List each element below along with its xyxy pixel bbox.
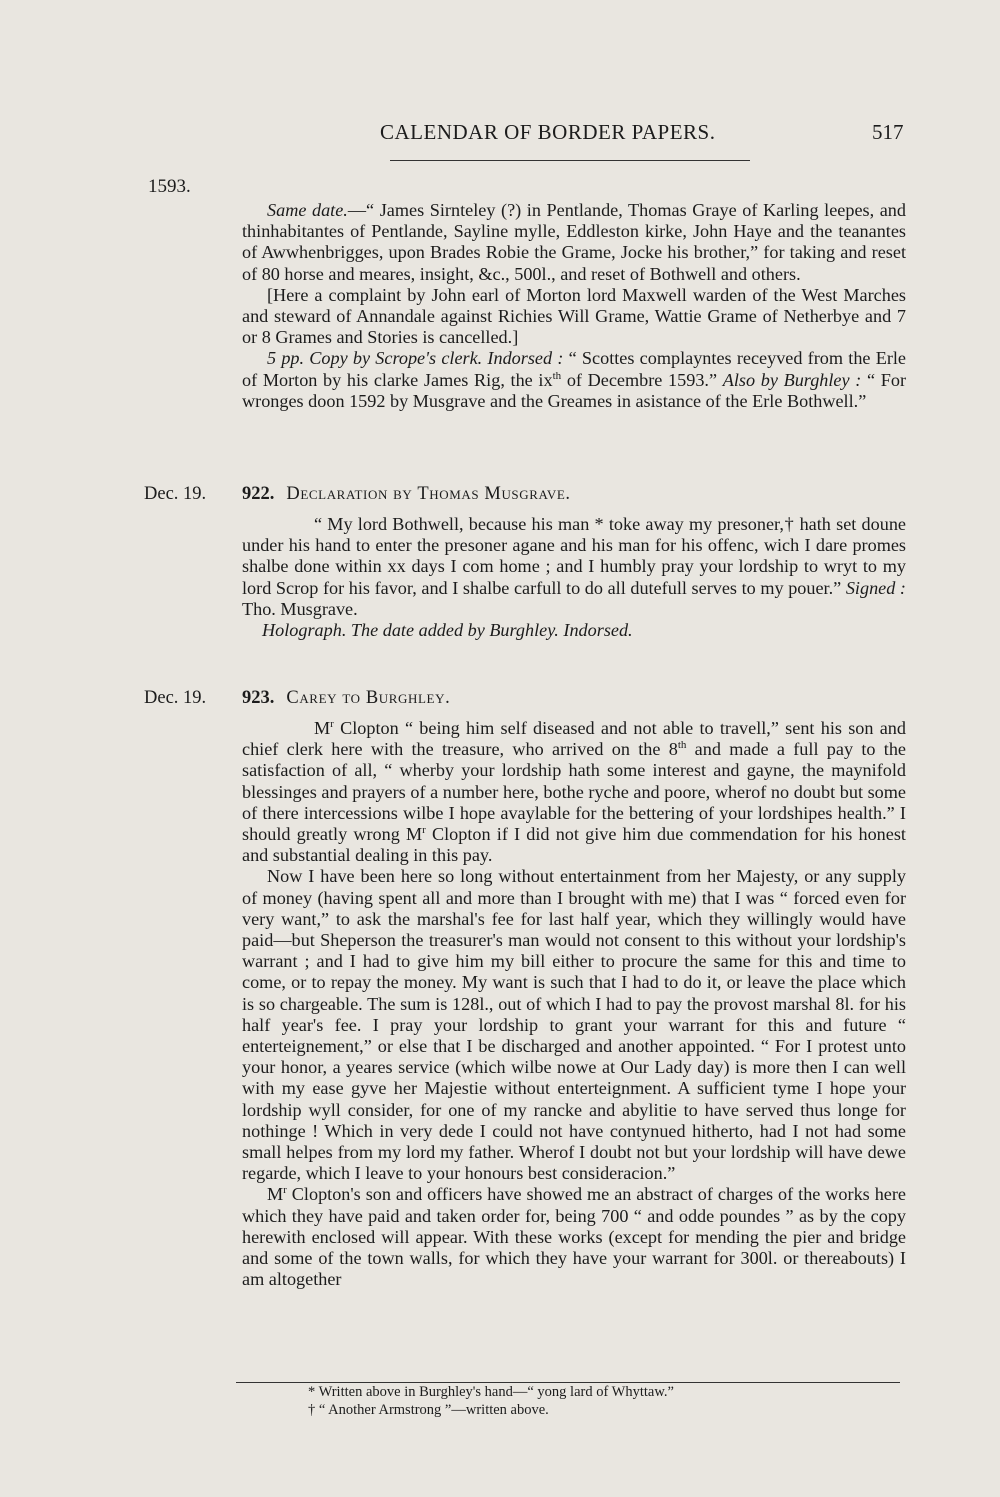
superscript-r-3: r — [283, 1184, 287, 1197]
entry-922-date: Dec. 19. — [144, 484, 207, 504]
entry-923-date: Dec. 19. — [144, 688, 207, 708]
superscript-th-2: th — [677, 739, 687, 752]
entry-922-paragraph-2 — [242, 620, 906, 641]
superscript-th: th — [552, 369, 562, 382]
entry-923-paragraph-1 — [242, 718, 906, 866]
same-date-lead: Same date. — [267, 200, 348, 220]
entry-922-heading — [242, 484, 571, 505]
entry-922-number: 922. — [242, 484, 275, 504]
running-title: CALENDAR OF BORDER PAPERS. — [380, 120, 716, 144]
entry-923-text-a: M — [314, 718, 331, 738]
entry-prev-text-1: —“ James Sirnteley (?) in Pentlande, Thomas Graye of Karling leepes, and thinhabitantes of Pentlande, Sayline mylle, Eddleston kirke, John Haye and the teanantes of Awwhenbrigges, upon Brades Robie the Grame, Jocke his brother,” for taking and reset of 80 horse and meares, insight, &c., 500l., and reset of Bothwell and others. — [242, 200, 906, 284]
entry-923-paragraph-3 — [242, 1184, 906, 1290]
entry-prev-paragraph-2: [Here a complaint by John earl of Morton lord Maxwell warden of the West Marches and steward of Annandale against Richies Will Grame, Wattie Grame of Netherbye and 7 or 8 Grames and Stories is cancelled.] — [242, 284, 906, 348]
header-rule — [390, 160, 750, 161]
entry-prev-note-c: of Decembre 1593.” — [561, 369, 723, 390]
entry-923-text-b: Clopton “ being him self diseased and not able to travell,” sent his son and chief clerk here with the treasure, who arrived on the 8 — [242, 718, 906, 760]
entry-923-text-e: M — [267, 1184, 284, 1205]
page-header — [0, 120, 1000, 160]
entry-923-text-d: Clopton if I did not give him due commendation for his honest and substantial dealing in this pay. — [242, 824, 906, 866]
entry-922-block — [242, 514, 906, 641]
entry-923-block — [242, 718, 906, 1290]
entry-prev-paragraph-3 — [242, 348, 906, 412]
superscript-r-2: r — [422, 823, 426, 836]
entry-923-paragraph-2: Now I have been here so long without entertainment from her Majesty, or any supply of money (having spent all and more than I brought with me) that I was “ forced even for very want,” to ask the marshal's fee for last half year, which they willingly would have paid—but Sheperson the treasurer's man would not consent to this without your lordship's warrant ; and I had to give him my bill either to procure the same for this and time to come, or to repay the money. My want is such that I had to do it, or leave the place which is so chargeable. The sum is 128l., out of which I had to pay the provost marshal 8l. for his half year's fee. I pray your lordship to grant your warrant for this and future “ enterteignement,” or else that I be discharged and another appointed. “ For I protest unto your honor, a yeares service (which wilbe nowe at Our Lady day) is more then I can well with my ease gyve her Majestie without enterteignment. A sufficient tyme I hope your lordship wyll consider, for one of my rancke and abylitie to have served thus longe for nothinge ! Which in very dede I could not have contynued hitherto, had I not had some small helpes from my lord my father. Wherof I doubt not but your lordship will have dewe regarde, which I leave to your honours best consideracion.” — [242, 866, 906, 1184]
entry-922-note: Holograph. The date added by Burghley. Indorsed. — [262, 620, 633, 641]
entry-922-paragraph-1 — [242, 514, 906, 620]
footnote-2: † “ Another Armstrong ”—written above. — [308, 1402, 549, 1418]
entry-prev-block — [242, 200, 906, 412]
superscript-r-1: r — [330, 717, 334, 730]
footnotes — [236, 1382, 900, 1419]
entry-922-signed: Signed : — [845, 577, 906, 598]
entry-923-title: Carey to Burghley. — [286, 688, 451, 708]
footnote-1: * Written above in Burghley's hand—“ yong lard of Whyttaw.” — [308, 1384, 674, 1400]
entry-prev-paragraph-1 — [242, 200, 906, 285]
year-margin: 1593. — [148, 176, 191, 197]
entry-prev-note-a: 5 pp. Copy by Scrope's clerk. Indorsed : — [267, 348, 564, 369]
page-number: 517 — [872, 120, 904, 144]
entry-922-title: Declaration by Thomas Musgrave. — [286, 484, 571, 504]
entry-922-text-b: Tho. Musgrave. — [242, 598, 358, 619]
entry-922-text-a: “ My lord Bothwell, because his man * toke away my presoner,† hath set doune under his hand to enter the presoner agane and his man for his offenc, wich I dare promes shalbe done within xx days I com home ; and I humbly pray your lordship to wryt to my lord Scrop for his favor, and I shalbe carfull to do all dutefull serves to my pouer.” — [242, 514, 906, 598]
entry-923-heading — [242, 688, 450, 709]
entry-923-text-f: Clopton's son and officers have showed me an abstract of charges of the works here which they have paid and taken order for, being 700 “ and odde poundes ” as by the copy herewith enclosed will appear. With these works (except for mending the pier and bridge and some of the town walls, for which they have your warrant for 300l. or thereabouts) I am altogether — [242, 1184, 906, 1290]
entry-923-number: 923. — [242, 688, 275, 708]
entry-prev-note-d: Also by Burghley : — [722, 369, 862, 390]
entry-prev-note-b: “ Scottes complayntes receyved from the Erle of Morton by his clarke James Rig, the ix — [242, 348, 907, 390]
entry-923-text-c: and made a full pay to the satisfaction of all, “ wherby your lordship hath some interest and gayne, the maynifold blessinges and prayers of a number here, bothe ryche and poore, wherof no doubt but some of there intercessions wilbe I hope avaylable for the bettering of your lordshipes health.” I should greatly wrong M — [242, 739, 906, 845]
entry-prev-note-e: “ For wronges doon 1592 by Musgrave and the Greames in asistance of the Erle Bothwell.” — [242, 369, 906, 411]
